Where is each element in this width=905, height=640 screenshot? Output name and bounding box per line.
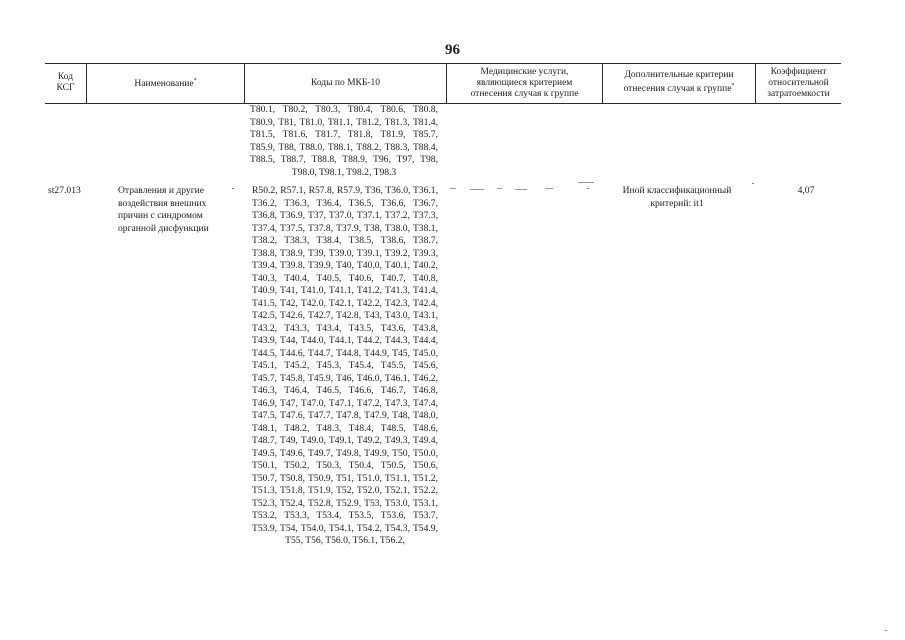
- header-extra-line-2: отнесения случая к группе: [623, 84, 732, 95]
- header-extra-line-1: Дополнительные критерии: [624, 70, 734, 81]
- scan-artifact: [232, 188, 234, 189]
- header-services-line-1: Медицинские услуги,: [480, 66, 569, 77]
- header-coef-line-3: затратоемкости: [767, 88, 830, 99]
- scan-artifact: [470, 189, 484, 190]
- header-services-line-2: являющиеся критерием: [476, 77, 573, 88]
- scan-artifact: [752, 183, 754, 184]
- header-extra-footnote-mark: *: [731, 83, 735, 90]
- cost-coefficient: 4,07: [797, 185, 815, 196]
- scan-artifact: [515, 189, 527, 190]
- ksg-name: Отравления и другие воздействия внешних причин с синдромом органной дисфункции: [118, 185, 209, 234]
- header-coef-cell: [756, 63, 841, 103]
- page-number: 96: [445, 42, 460, 58]
- row-mkb-codes: R50.2, R57.1, R57.8, R57.9, T36, T36.0, T36.1, T36.2, T36.3, T36.4, T36.5, T36.6, T36.7, T36.8, T36.9, T37, T37.0, T37.1, T37.2, T37.3, T37.4, T37.5, T37.8, T37.9, T38, T38.0, T38.1, T38.2, T38.3, T38.4, T38.5, T38.6, T38.7, T38.8, T38.9, T39, T39.0, T39.1, T39.2, T39.3, T39.4, T39.8, T39.9, T40, T40.0, T40.1, T40.2, T40.3, T40.4, T40.5, T40.6, T40.7, T40.8, T40.9, T41, T41.0, T41.1, T41.2, T41.3, T41.4, T41.5, T42, T42.0, T42.1, T42.2, T42.3, T42.4, T42.5, T42.6, T42.7, T42.8, T43, T43.0, T43.1, T43.2, T43.3, T43.4, T43.5, T43.6, T43.8, T43.9, T44, T44.0, T44.1, T44.2, T44.3, T44.4, T44.5, T44.6, T44.7, T44.8, T44.9, T45, T45.0, T45.1, T45.2, T45.3, T45.4, T45.5, T45.6, T45.7, T45.8, T45.9, T46, T46.0, T46.1, T46.2, T46.3, T46.4, T46.5, T46.6, T46.7, T46.8, T46.9, T47, T47.0, T47.1, T47.2, T47.3, T47.4, T47.5, T47.6, T47.7, T47.8, T47.9, T48, T48.0, T48.1, T48.2, T48.3, T48.4, T48.5, T48.6, T48.7, T49, T49.0, T49.1, T49.2, T49.3, T49.4, T49.5, T49.6, T49.7, T49.8, T49.9, T50, T50.0, T50.1, T50.2, T50.3, T50.4, T50.5, T50.6, T50.7, T50.8, T50.9, T51, T51.0, T51.1, T51.2, T51.3, T51.8, T51.9, T52, T52.0, T52.1, T52.2, T52.3, T52.4, T52.8, T52.9, T53, T53.0, T53.1, T53.2, T53.3, T53.4, T53.5, T53.6, T53.7, T53.9, T54, T54.0, T54.1, T54.2, T54.3, T54.9, T55, T56, T56.0, T56.1, T56.2,: [252, 185, 438, 546]
- header-name-footnote-mark: *: [193, 77, 197, 84]
- scan-artifact: [885, 630, 887, 631]
- ksg-code: st27.013: [48, 185, 81, 196]
- header-code-line-2: КСГ: [56, 83, 75, 93]
- header-code-cell: [45, 63, 86, 103]
- scan-artifact: [497, 188, 502, 189]
- scan-artifact: [578, 182, 594, 183]
- header-name-cell: [87, 63, 244, 103]
- header-mkb-cell: [245, 63, 446, 103]
- scan-artifact: [545, 188, 553, 189]
- additional-criteria: Иной классификационный критерий: it1: [622, 185, 732, 209]
- header-coef-line-2: относительной: [768, 77, 829, 88]
- header-name-text: Наименование: [134, 79, 194, 90]
- header-code-line-1: Код: [57, 72, 74, 82]
- table-header-bottom-border: [45, 103, 841, 104]
- scan-artifact: [450, 188, 456, 189]
- scan-artifact: [587, 188, 589, 189]
- header-coef-line-1: Коэффициент: [770, 66, 827, 77]
- header-services-line-3: отнесения случая к группе: [470, 88, 579, 99]
- header-extra-cell: [603, 63, 755, 103]
- header-services-cell: [447, 63, 602, 103]
- continued-mkb-codes: T80.1, T80.2, T80.3, T80.4, T80.6, T80.8, T80.9, T81, T81.0, T81.1, T81.2, T81.3, T81.4, T81.5, T81.6, T81.7, T81.8, T81.9, T85.7, T85.9, T88, T88.0, T88.1, T88.2, T88.3, T88.4, T88.5, T88.7, T88.8, T88.9, T96, T97, T98, T98.0, T98.1, T98.2, T98.3: [250, 104, 438, 178]
- header-mkb-text: Коды по МКБ-10: [310, 77, 381, 88]
